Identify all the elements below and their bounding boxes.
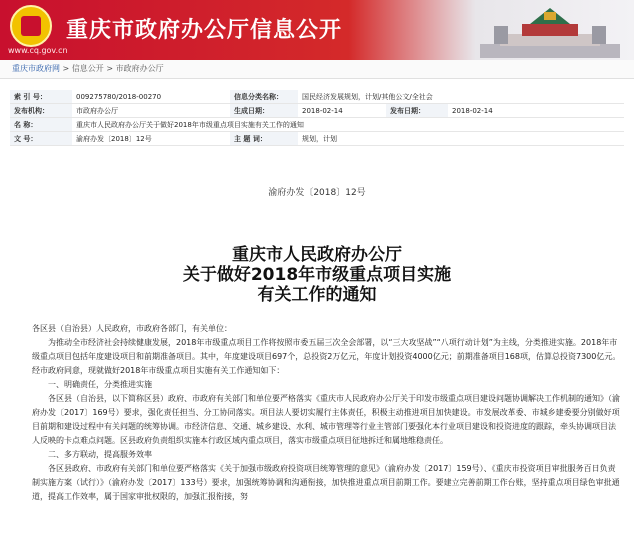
breadcrumb — [0, 60, 634, 79]
breadcrumb-current[interactable]: 市政府办公厅 — [115, 64, 164, 73]
category-label: 信息分类名称： — [230, 90, 298, 104]
national-emblem-icon — [10, 5, 52, 47]
doc-name-label: 名 称： — [10, 118, 72, 132]
publisher-label: 发布机构： — [10, 104, 72, 118]
index-value: 009275780/2018-00270 — [72, 90, 230, 104]
breadcrumb-section-link[interactable]: 信息公开 — [71, 64, 104, 73]
site-title: 重庆市政府办公厅信息公开 — [66, 18, 343, 43]
topic-label: 主 题 词： — [230, 132, 298, 146]
title-line: 有关工作的通知 — [257, 285, 377, 305]
publish-date-label: 发布日期： — [386, 104, 448, 118]
title-line: 关于做好2018年市级重点项目实施 — [182, 265, 452, 285]
paragraph: 各区县政府、市政府有关部门和单位要严格落实《关于加强市级政府投资项目统筹管理的意见》（渝府办发〔2017〕159号）、《重庆市投资项目审批服务百日负责制实施方案（试行）》（渝府办发〔2017〕133号）要求，加强统筹协调和沟通衔接，加快推进重点项目前期工作。要建立完善前期工作台账，坚持重点项目绿色审批通道，提高工作效率，属于国家审批权限的，加强汇报衔接，努 — [32, 464, 620, 501]
salutation: 各区县（自治县）人民政府，市政府各部门，有关单位： — [32, 324, 232, 333]
doc-name-value: 重庆市人民政府办公厅关于做好2018年市级重点项目实施有关工作的通知 — [72, 118, 624, 132]
breadcrumb-home-link[interactable]: 重庆市政府网 — [12, 64, 60, 73]
table-row — [10, 132, 624, 146]
great-hall-building-icon — [480, 6, 620, 58]
breadcrumb-separator: > — [103, 64, 116, 73]
publisher-value: 市政府办公厅 — [72, 104, 230, 118]
title-line: 重庆市人民政府办公厅 — [232, 245, 402, 265]
paragraph: 各区县（自治县，以下简称区县）政府、市政府有关部门和单位要严格落实《重庆市人民政府办公厅关于印发市级重点项目建设问题协调解决工作机制的通知》（渝府办发〔2017〕169号）要求，强化责任担当、分工协同落实。项目法人要切实履行主体责任，积极主动推进项目加快建设。市发展改革委、市城乡建委要分别做好项目前期和建设过程中有关问题的统筹协调。市经济信息、交通、城乡建设、水利、城市管理等行业主管部门要强化本行业项目建设和投资进度的跟踪，牵头协调项目法人反映的卡点难点问题。区县政府负责组织实施本行政区域内重点项目，落实市级重点项目征地拆迁和属地维稳责任。 — [32, 394, 620, 445]
section-heading: 一、明确责任，分类推进实施 — [48, 380, 152, 389]
index-label: 索 引 号： — [10, 90, 72, 104]
written-date-label: 生成日期： — [230, 104, 298, 118]
section-heading: 二、多方联动，提高服务效率 — [48, 450, 152, 459]
category-value: 国民经济发展规划，计划/其他公文/全社会 — [298, 90, 624, 104]
doc-number-value: 渝府办发〔2018〕12号 — [72, 132, 230, 146]
doc-number-label: 文 号： — [10, 132, 72, 146]
table-row — [10, 104, 624, 118]
publish-date-value: 2018-02-14 — [448, 104, 624, 118]
written-date-value: 2018-02-14 — [298, 104, 386, 118]
site-header-banner — [0, 0, 634, 60]
topic-value: 规划，计划 — [298, 132, 624, 146]
document-metadata-table — [10, 90, 624, 146]
table-row — [10, 118, 624, 132]
table-row — [10, 90, 624, 104]
site-url: www.cq.gov.cn — [8, 46, 68, 55]
document-body — [32, 322, 622, 504]
breadcrumb-separator: > — [60, 64, 72, 73]
document-number: 渝府办发〔2018〕12号 — [268, 188, 366, 198]
paragraph: 为推动全市经济社会持续健康发展，2018年市级重点项目工作将按照市委五届三次全会部署，以“三大攻坚战”“八项行动计划”为主线，分类推进实施。2018年市级重点项目包括年度建设项目和前期准备项目。其中，年度建设项目697个，总投资2万亿元，年度计划投资4000亿元；前期准备项目168项，估算总投资7300亿元。经市政府同意，现就做好2018年市级重点项目实施有关工作通知如下： — [32, 338, 621, 375]
document-title — [0, 245, 634, 305]
